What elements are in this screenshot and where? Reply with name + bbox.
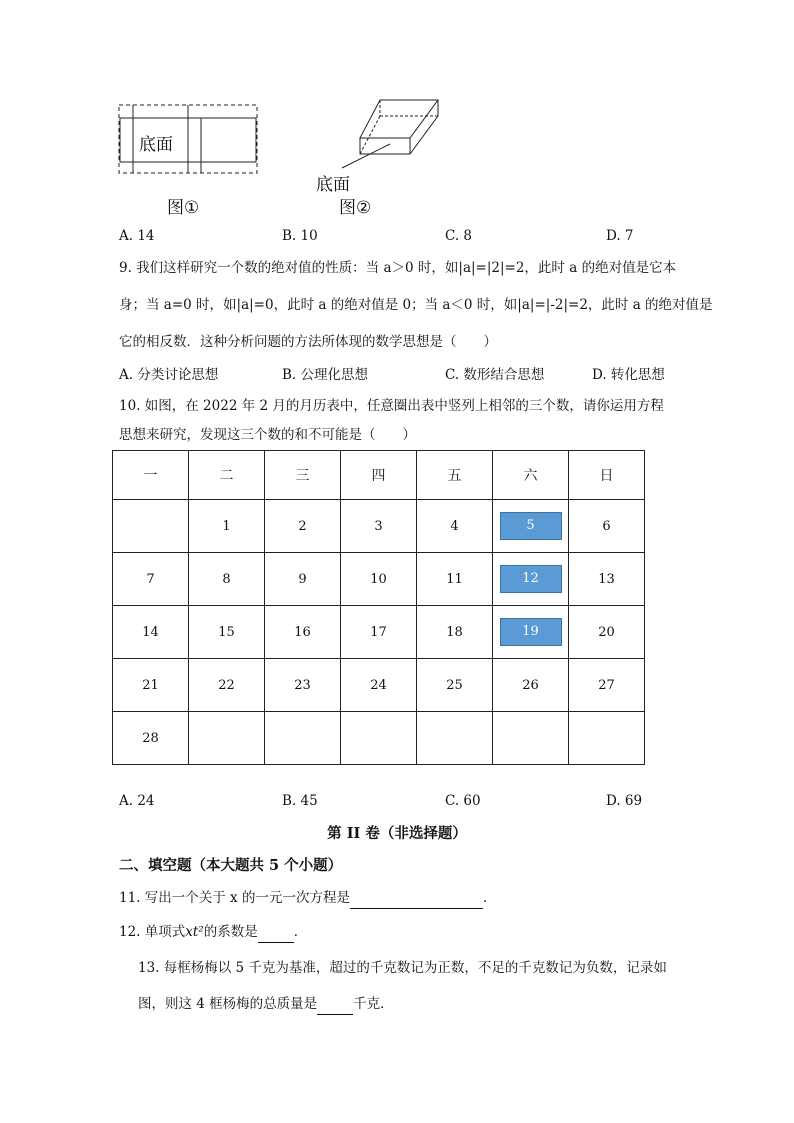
figure-2-caption: 图② bbox=[339, 198, 372, 218]
q9-line-2: 身；当 a=0 时，如|a|=0，此时 a 的绝对值是 0；当 a＜0 时，如|a|=|-2|=2，此时 a 的绝对值是 bbox=[119, 297, 713, 313]
calendar-cell: 28 bbox=[113, 712, 189, 765]
calendar-cell: 26 bbox=[493, 659, 569, 712]
calendar-cell: 14 bbox=[113, 606, 189, 659]
q10-choice-a: A. 24 bbox=[119, 793, 155, 809]
highlight-box: 12 bbox=[500, 565, 562, 593]
q11-end: ． bbox=[482, 890, 497, 906]
calendar-cell: 17 bbox=[341, 606, 417, 659]
q9-line-1: 9. 我们这样研究一个数的绝对值的性质：当 a＞0 时，如|a|=|2|=2，此时 a 的绝对值是它本 bbox=[119, 260, 677, 276]
calendar-cell: 11 bbox=[417, 553, 493, 606]
calendar-cell: 24 bbox=[341, 659, 417, 712]
q13-text-b: 千克． bbox=[353, 996, 394, 1012]
calendar-cell: 3 bbox=[341, 500, 417, 553]
q10-line-1: 10. 如图，在 2022 年 2 月的月历表中，任意圈出表中竖列上相邻的三个数，请你运用方程 bbox=[119, 398, 664, 414]
q13-answer-blank bbox=[317, 994, 353, 1015]
calendar-table bbox=[112, 450, 645, 765]
q10-choice-c: C. 60 bbox=[445, 793, 481, 809]
calendar-cell bbox=[265, 712, 341, 765]
calendar-cell: 9 bbox=[265, 553, 341, 606]
calendar-cell: 1 bbox=[189, 500, 265, 553]
calendar-cell bbox=[341, 712, 417, 765]
calendar-cell: 25 bbox=[417, 659, 493, 712]
q11 bbox=[119, 888, 496, 909]
q10-choice-d: D. 69 bbox=[606, 793, 643, 809]
calendar-cell bbox=[113, 500, 189, 553]
calendar-row bbox=[113, 606, 645, 659]
q9-choice-a: A. 分类讨论思想 bbox=[119, 367, 219, 383]
figure-2-box bbox=[330, 96, 445, 176]
highlight-box: 5 bbox=[500, 512, 562, 540]
calendar-cell bbox=[493, 712, 569, 765]
calendar-cell: 21 bbox=[113, 659, 189, 712]
calendar-cell: 18 bbox=[417, 606, 493, 659]
calendar-header-cell: 六 bbox=[493, 451, 569, 500]
calendar-cell: 13 bbox=[569, 553, 645, 606]
q8-choice-a: A. 14 bbox=[119, 228, 155, 244]
section-title: 第 II 卷（非选择题） bbox=[327, 825, 467, 842]
q9-choice-d: D. 转化思想 bbox=[592, 367, 665, 383]
q13-line-2 bbox=[138, 994, 394, 1015]
calendar-header-cell: 三 bbox=[265, 451, 341, 500]
calendar-cell: 22 bbox=[189, 659, 265, 712]
base-label-figure2: 底面 bbox=[316, 175, 350, 195]
q13-text-a: 图，则这 4 框杨梅的总质量是 bbox=[138, 996, 318, 1012]
calendar-header-row bbox=[113, 451, 645, 500]
calendar-cell: 2 bbox=[265, 500, 341, 553]
calendar-cell-highlighted bbox=[493, 500, 569, 553]
q12-text-a: 12. 单项式 bbox=[119, 924, 186, 940]
calendar-cell-highlighted bbox=[493, 606, 569, 659]
calendar-cell: 16 bbox=[265, 606, 341, 659]
calendar-header-cell: 一 bbox=[113, 451, 189, 500]
q12-text-b: 的系数是 bbox=[203, 924, 258, 940]
q8-choice-d: D. 7 bbox=[606, 228, 634, 244]
calendar-cell bbox=[417, 712, 493, 765]
q13-line-1: 13. 每框杨梅以 5 千克为基准，超过的千克数记为正数，不足的千克数记为负数，记录如 bbox=[138, 960, 667, 976]
q9-choice-c: C. 数形结合思想 bbox=[445, 367, 545, 383]
calendar-header-cell: 日 bbox=[569, 451, 645, 500]
calendar-cell: 27 bbox=[569, 659, 645, 712]
q9-line-3: 它的相反数．这种分析问题的方法所体现的数学思想是（ ） bbox=[119, 334, 497, 350]
q8-choice-c: C. 8 bbox=[445, 228, 473, 244]
calendar-cell: 20 bbox=[569, 606, 645, 659]
highlight-box: 19 bbox=[500, 618, 562, 646]
q10-line-2: 思想来研究，发现这三个数的和不可能是（ ） bbox=[119, 427, 416, 443]
calendar-header-cell: 五 bbox=[417, 451, 493, 500]
calendar-cell: 4 bbox=[417, 500, 493, 553]
calendar-row bbox=[113, 659, 645, 712]
calendar-cell: 10 bbox=[341, 553, 417, 606]
calendar-cell bbox=[189, 712, 265, 765]
q12 bbox=[119, 922, 307, 943]
q12-expression: xt² bbox=[185, 924, 204, 940]
base-label-figure1: 底面 bbox=[139, 135, 173, 155]
q10-choice-b: B. 45 bbox=[282, 793, 318, 809]
calendar-cell: 8 bbox=[189, 553, 265, 606]
q8-choice-b: B. 10 bbox=[282, 228, 318, 244]
calendar-cell: 15 bbox=[189, 606, 265, 659]
calendar-cell bbox=[569, 712, 645, 765]
calendar-cell: 7 bbox=[113, 553, 189, 606]
figure-1-caption: 图① bbox=[167, 198, 200, 218]
calendar-header-cell: 四 bbox=[341, 451, 417, 500]
q9-choice-b: B. 公理化思想 bbox=[282, 367, 369, 383]
part-2-title: 二、填空题（本大题共 5 个小题） bbox=[119, 857, 343, 874]
q12-answer-blank bbox=[258, 922, 294, 943]
calendar-row bbox=[113, 500, 645, 553]
q11-answer-blank bbox=[350, 888, 483, 909]
calendar-cell: 6 bbox=[569, 500, 645, 553]
calendar-row bbox=[113, 712, 645, 765]
q12-end: ． bbox=[293, 924, 308, 940]
calendar-cell-highlighted bbox=[493, 553, 569, 606]
calendar-header-cell: 二 bbox=[189, 451, 265, 500]
q11-text: 11. 写出一个关于 x 的一元一次方程是 bbox=[119, 890, 350, 906]
calendar-cell: 23 bbox=[265, 659, 341, 712]
calendar-row bbox=[113, 553, 645, 606]
